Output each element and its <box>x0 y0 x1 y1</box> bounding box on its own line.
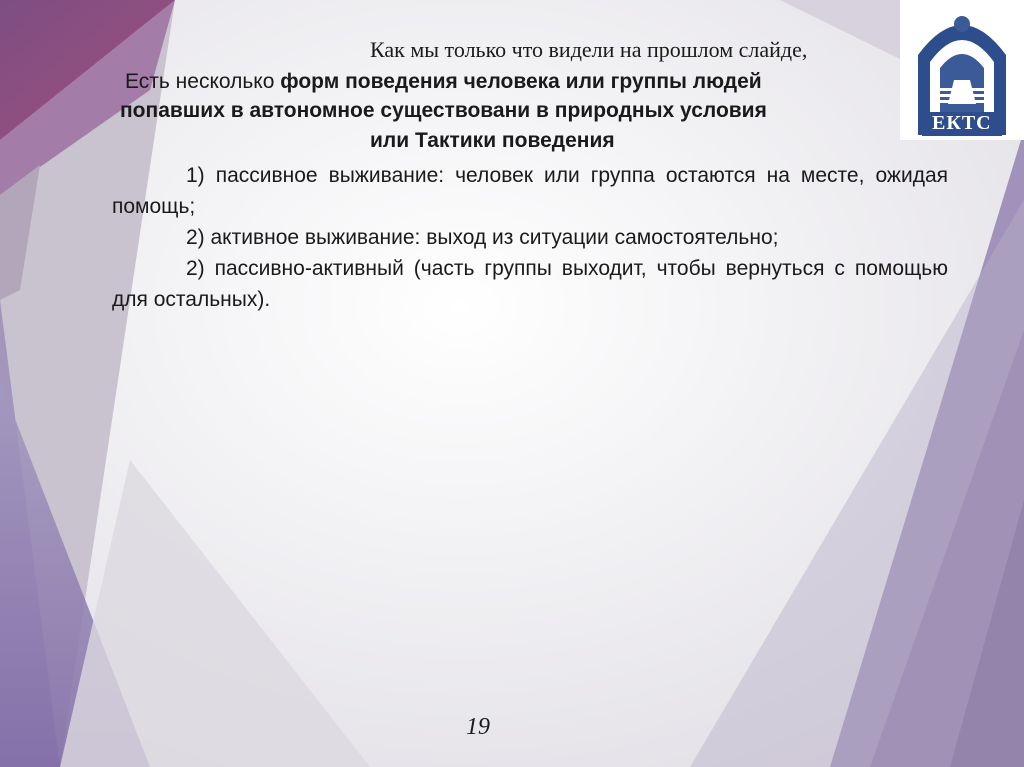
logo-text: ЕКТС <box>932 112 992 134</box>
headline-bold: форм поведения человека или группы людей <box>280 70 762 93</box>
headline-prefix: Есть несколько <box>125 70 281 93</box>
list-item: 1) пассивное выживание: человек или группа остаются на месте, ожидая помощь; <box>112 164 948 218</box>
subline-tactics: или Тактики поведения <box>370 129 615 152</box>
ektc-logo <box>900 0 1024 140</box>
intro-line: Как мы только что видели на прошлом слайде, <box>370 37 808 62</box>
page-number: 19 <box>466 714 490 740</box>
list-item: 2) активное выживание: выход из ситуации самостоятельно; <box>186 226 779 249</box>
subline: попавших в автономное существовани в природных условия <box>120 99 767 122</box>
list-item: 2) пассивно-активный (часть группы выходит, чтобы вернуться с помощью для остальных). <box>112 257 948 311</box>
headline <box>125 68 762 96</box>
